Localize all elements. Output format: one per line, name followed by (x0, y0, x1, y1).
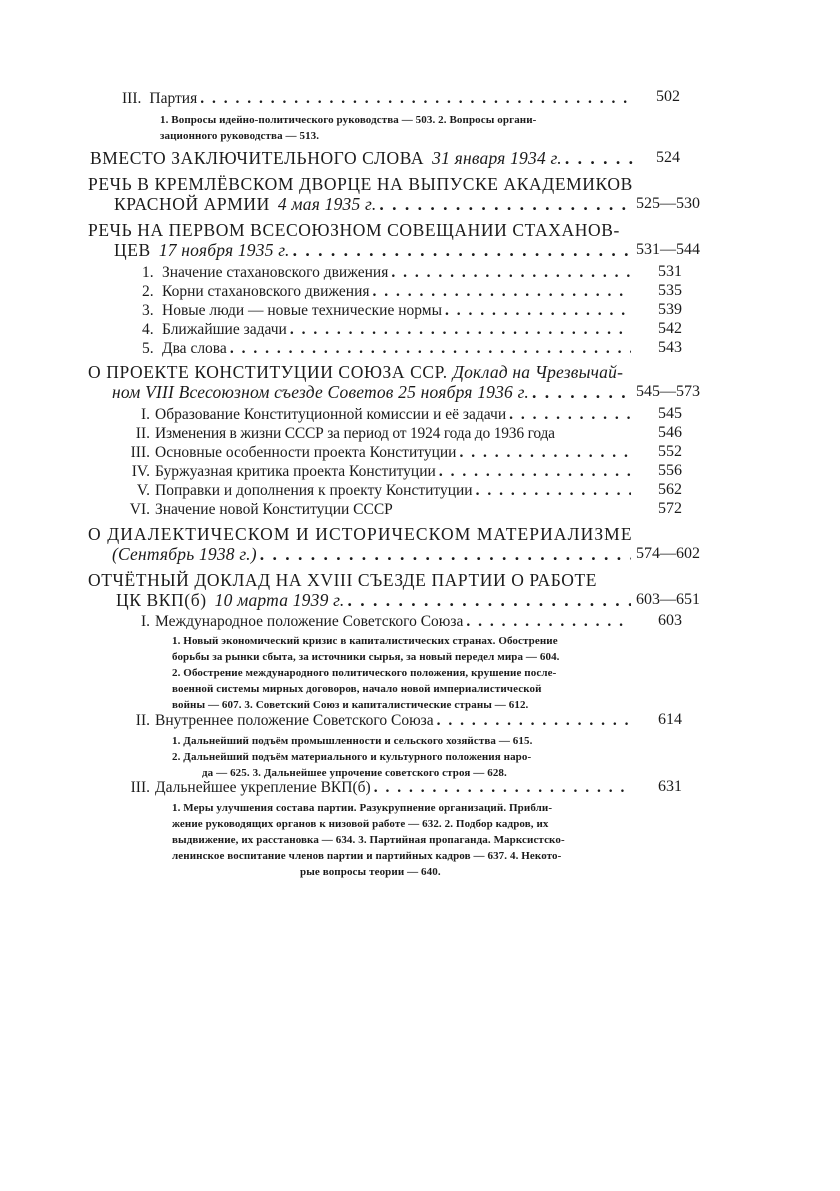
entry-title: Корни стахановского движения (162, 283, 370, 300)
toc-subentry (122, 779, 634, 797)
entry-number: II. (135, 712, 150, 729)
page-number: 535 (658, 282, 682, 299)
page-number: 525—530 (636, 195, 700, 212)
entry-number: IV. (131, 463, 150, 480)
dot-leader (476, 482, 631, 500)
page-number: 603 (658, 612, 682, 629)
entry-title: Значение стахановского движения (162, 264, 389, 281)
entry-title-italic: Доклад на Чрезвычай- (452, 362, 624, 382)
subtopics-note (172, 733, 642, 781)
entry-title: Дальнейшее укрепление ВКП(б) (155, 779, 371, 796)
dot-leader (437, 712, 631, 730)
subtopics-note (172, 800, 642, 880)
page-number: 531—544 (636, 241, 700, 258)
note-line: ленинское воспитание членов партии и партийных кадров — 637. 4. Некото- (172, 850, 562, 862)
entry-number: 5. (142, 340, 154, 357)
toc-entry-kremlin-speech (114, 194, 634, 215)
page-number: 546 (658, 424, 682, 441)
page-number: 562 (658, 481, 682, 498)
entry-title-line-1 (88, 362, 623, 383)
entry-date: 4 мая 1935 г. (277, 194, 377, 214)
page-number: 531 (658, 263, 682, 280)
entry-title: ВМЕСТО ЗАКЛЮЧИТЕЛЬНОГО СЛОВА (90, 148, 425, 168)
entry-number: V. (136, 482, 150, 499)
page-number: 603—651 (636, 591, 700, 608)
entry-title-line-2: ЦК ВКП(б) (116, 590, 207, 610)
page-number: 502 (656, 88, 680, 105)
page-number: 542 (658, 320, 682, 337)
dot-leader (509, 406, 631, 424)
page-number: 574—602 (636, 545, 700, 562)
entry-title-line-1: РЕЧЬ НА ПЕРВОМ ВСЕСОЮЗНОМ СОВЕЩАНИИ СТАХАНОВ- (88, 220, 620, 240)
entry-number: III. (130, 779, 150, 796)
subtopics-note (172, 633, 642, 713)
toc-subentry (122, 712, 634, 730)
entry-date: 31 января 1934 г. (432, 148, 562, 168)
dot-leader (200, 90, 631, 108)
note-line: 1. Вопросы идейно-политического руководства — 503. 2. Вопросы органи- (160, 114, 537, 126)
entry-number: I. (140, 406, 150, 423)
note-line: рые вопросы теории — 640. (300, 866, 441, 878)
toc-subentry (142, 321, 634, 339)
note-line: да — 625. 3. Дальнейшее упрочение советского строя — 628. (202, 767, 507, 779)
note-line: 2. Дальнейший подъём материального и культурного положения наро- (172, 751, 532, 763)
toc-subentry (122, 406, 634, 424)
note-line: борьбы за рынки сбыта, за источники сырья, за новый передел мира — 604. (172, 651, 560, 663)
note-line: 1. Меры улучшения состава партии. Разукрупнение организаций. Прибли- (172, 802, 553, 814)
page-number: 552 (658, 443, 682, 460)
entry-title: Международное положение Советского Союза (155, 613, 464, 630)
toc-entry-dialectical (112, 544, 634, 565)
entry-number: I. (140, 613, 150, 630)
entry-date: (Сентябрь 1938 г.) (112, 544, 257, 564)
toc-subentry (142, 264, 634, 282)
entry-number: 4. (142, 321, 154, 338)
entry-title: Значение новой Конституции СССР (155, 501, 393, 518)
dot-leader (260, 544, 631, 565)
page-number: 572 (658, 500, 682, 517)
dot-leader (230, 340, 631, 358)
entry-title: Новые люди — новые технические нормы (162, 302, 443, 319)
entry-title: Изменения в жизни СССР за период от 1924 года до 1936 года (155, 425, 555, 442)
entry-title: Два слова (162, 340, 227, 357)
dot-leader (290, 321, 631, 339)
entry-title-line-2: ном VIII Всесоюзном съезде Советов 25 ноября 1936 г. (112, 382, 529, 402)
subtopics-note (160, 112, 640, 144)
dot-leader (347, 590, 631, 611)
entry-title: Ближайшие задачи (162, 321, 287, 338)
page-number: 556 (658, 462, 682, 479)
entry-title: О ПРОЕКТЕ КОНСТИТУЦИИ СОЮЗА ССР. (88, 362, 448, 382)
dot-leader (439, 463, 631, 481)
dot-leader (445, 302, 631, 320)
dot-leader (466, 613, 631, 631)
toc-entry-report-xviii (116, 590, 634, 611)
entry-number: 3. (142, 302, 154, 319)
toc-entry-constitution (112, 382, 634, 403)
page-number: 539 (658, 301, 682, 318)
entry-date: 10 марта 1939 г. (214, 590, 345, 610)
entry-number: 1. (142, 264, 154, 281)
page-number: 631 (658, 778, 682, 795)
entry-title-line-1: РЕЧЬ В КРЕМЛЁВСКОМ ДВОРЦЕ НА ВЫПУСКЕ АКАДЕМИКОВ (88, 174, 633, 194)
note-line: жение руководящих органов к низовой работе — 632. 2. Подбор кадров, их (172, 818, 549, 830)
note-line: зационного руководства — 513. (160, 130, 320, 142)
entry-number: II. (135, 425, 150, 442)
entry-title: Буржуазная критика проекта Конституции (155, 463, 436, 480)
entry-number: III. (130, 444, 150, 461)
entry-number: III. (122, 90, 142, 107)
entry-title: Поправки и дополнения к проекту Конституции (155, 482, 473, 499)
toc-subentry (122, 482, 634, 500)
toc-subentry (122, 613, 634, 631)
dot-leader (565, 148, 633, 169)
toc-entry-closing-word (90, 148, 636, 169)
entry-title: Образование Конституционной комиссии и её задачи (155, 406, 507, 423)
entry-title-line-1: О ДИАЛЕКТИЧЕСКОМ И ИСТОРИЧЕСКОМ МАТЕРИАЛИЗМЕ (88, 524, 633, 544)
note-line: 1. Дальнейший подъём промышленности и сельского хозяйства — 615. (172, 735, 533, 747)
note-line: 2. Обострение международного политического положения, крушение после- (172, 667, 557, 679)
dot-leader (379, 194, 631, 215)
note-line: выдвижение, их расстановка — 634. 3. Партийная пропаганда. Марксистско- (172, 834, 565, 846)
note-line: 1. Новый экономический кризис в капиталистических странах. Обострение (172, 635, 558, 647)
entry-title-line-2: ЦЕВ (114, 240, 151, 260)
entry-date: 17 ноября 1935 г. (158, 240, 290, 260)
page-number: 524 (656, 149, 680, 166)
entry-title-line-1: ОТЧЁТНЫЙ ДОКЛАД НА XVIII СЪЕЗДЕ ПАРТИИ О РАБОТЕ (88, 570, 598, 590)
page-number: 545—573 (636, 383, 700, 400)
dot-leader (293, 240, 631, 261)
dot-leader (374, 779, 631, 797)
entry-title-line-2: КРАСНОЙ АРМИИ (114, 194, 270, 214)
entry-title: Внутреннее положение Советского Союза (155, 712, 434, 729)
page-number: 543 (658, 339, 682, 356)
toc-subentry (122, 463, 634, 481)
note-line: войны — 607. 3. Советский Союз и капиталистические страны — 612. (172, 699, 529, 711)
entry-number: VI. (129, 501, 150, 518)
page-number: 545 (658, 405, 682, 422)
entry-title: Основные особенности проекта Конституции (155, 444, 457, 461)
toc-subentry (122, 501, 634, 519)
note-line: военной системы мирных договоров, начало новой империалистической (172, 683, 542, 695)
toc-entry-stakhanov-speech (114, 240, 634, 261)
toc-subentry (122, 444, 634, 462)
page-number: 614 (658, 711, 682, 728)
toc-subentry (122, 425, 634, 443)
toc-subentry (142, 340, 634, 358)
toc-subentry (142, 302, 634, 320)
toc-entry-party (122, 90, 634, 108)
dot-leader (391, 264, 631, 282)
entry-number: 2. (142, 283, 154, 300)
entry-title: Партия (149, 90, 198, 107)
dot-leader (459, 444, 631, 462)
dot-leader (532, 382, 631, 403)
dot-leader (373, 283, 631, 301)
toc-subentry (142, 283, 634, 301)
